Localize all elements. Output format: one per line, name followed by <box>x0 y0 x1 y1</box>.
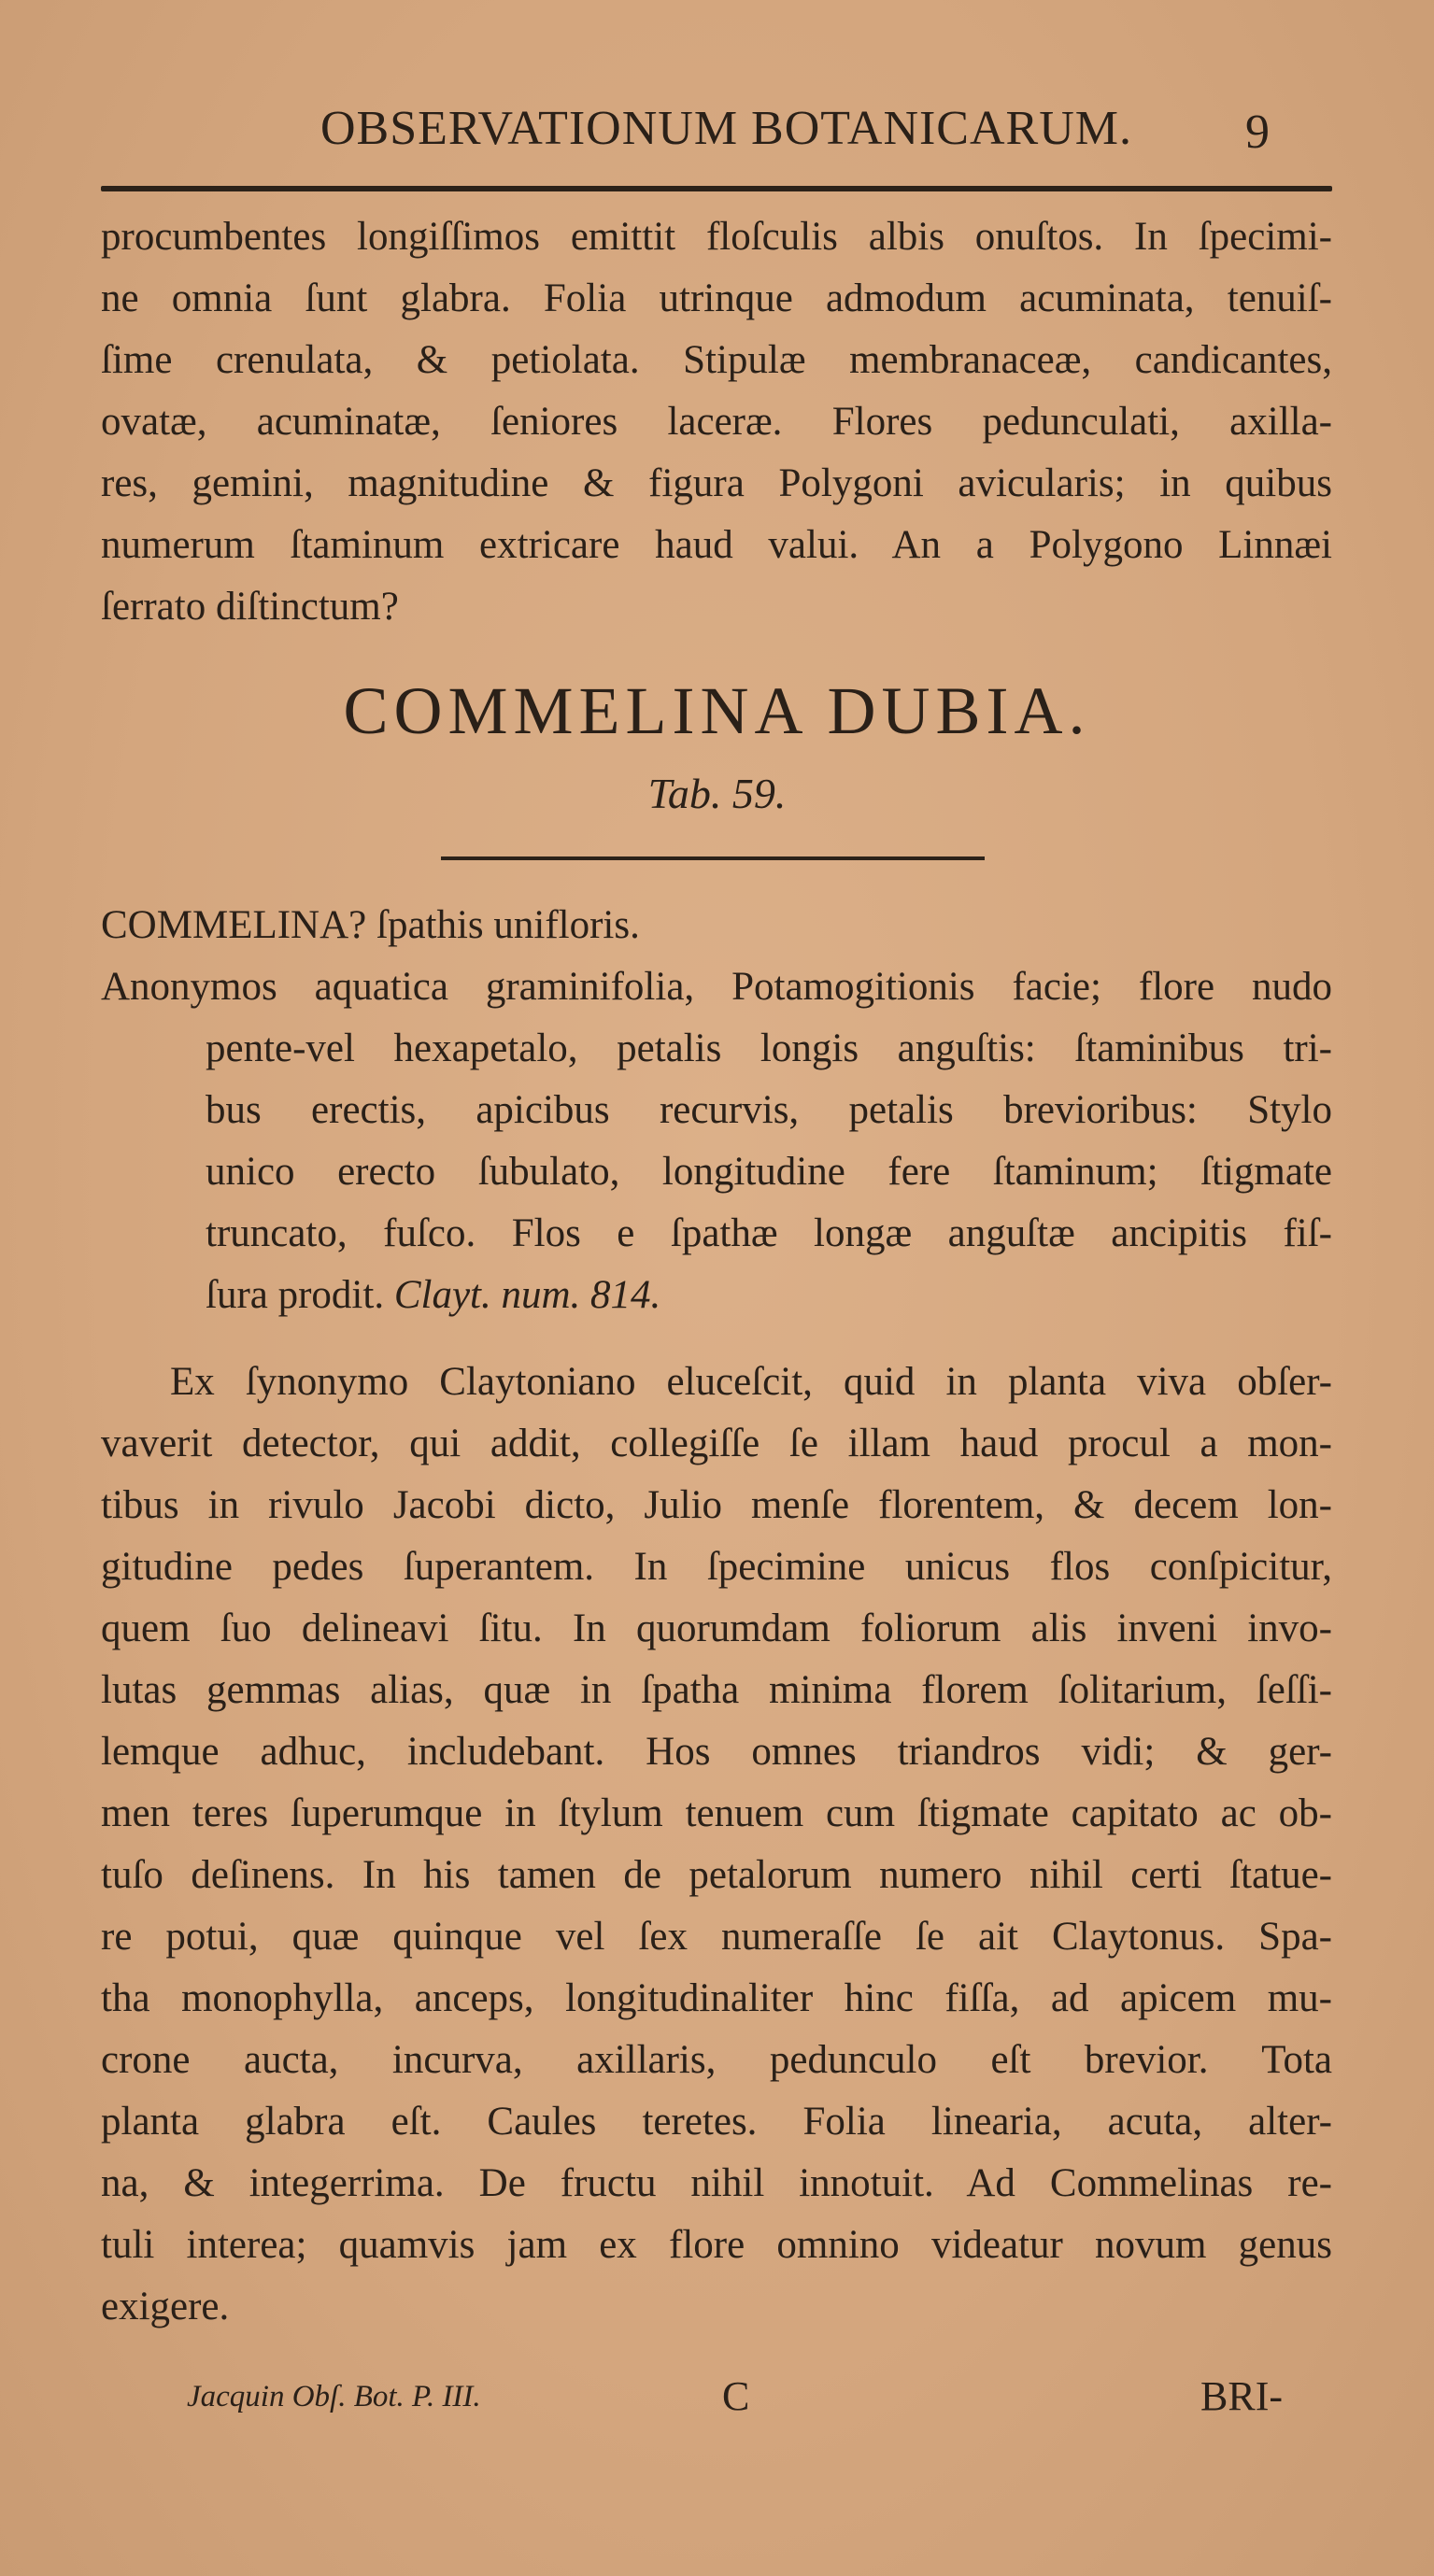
page-footer <box>0 2372 1434 2428</box>
text-line: tibus in rivulo Jacobi dicto, Julio menſe florentem, & decem lon- <box>101 1483 1332 1527</box>
text-line: vaverit detector, qui addit, collegiſſe ſe illam haud procul a mon- <box>101 1422 1332 1465</box>
text-line: gitudine pedes ſuperantem. In ſpecimine unicus flos conſpicitur, <box>101 1545 1332 1589</box>
header-rule <box>101 186 1332 191</box>
text-line: truncato, fuſco. Flos e ſpathæ longæ anguſtæ ancipitis fiſ- <box>206 1211 1332 1255</box>
text-line: res, gemini, magnitudine & figura Polygoni avicularis; in quibus <box>101 461 1332 505</box>
text-line: bus erectis, apicibus recurvis, petalis brevioribus: Stylo <box>206 1088 1332 1132</box>
section-title: COMMELINA DUBIA. <box>343 673 1091 748</box>
line-text: ſura prodit. <box>206 1273 385 1317</box>
text-line <box>101 1265 1332 1326</box>
text-line: tuli interea; quamvis jam ex flore omnino videatur novum genus <box>101 2223 1332 2267</box>
text-line: unico erecto ſubulato, longitudine fere ſtaminum; ſtigmate <box>206 1150 1332 1194</box>
text-line: lemque adhuc, includebant. Hos omnes triandros vidi; & ger- <box>101 1730 1332 1774</box>
text-line: pente-vel hexapetalo, petalis longis anguſtis: ſtaminibus tri- <box>206 1026 1332 1070</box>
text-line: planta glabra eſt. Caules teretes. Folia linearia, acuta, alter- <box>101 2100 1332 2144</box>
text-line: crone aucta, incurva, axillaris, pedunculo eſt brevior. Tota <box>101 2038 1332 2082</box>
signature-mark: C <box>722 2373 750 2419</box>
text-line: tha monophylla, anceps, longitudinaliter hinc fiſſa, ad apicem mu- <box>101 1976 1332 2020</box>
text-line: Anonymos aquatica graminifolia, Potamogitionis facie; flore nudo <box>101 965 1332 1009</box>
text-line: ſerrato diſtinctum? <box>101 585 399 629</box>
text-line: men teres ſuperumque in ſtylum tenuem cum ſtigmate capitato ac ob- <box>101 1791 1332 1835</box>
imprint-note: Jacquin Obſ. Bot. P. III. <box>187 2380 481 2413</box>
text-line: COMMELINA? ſpathis unifloris. <box>101 903 640 947</box>
text-line: quem ſuo delineavi ſitu. In quorumdam foliorum alis inveni invo- <box>101 1606 1332 1650</box>
text-line: tuſo deſinens. In his tamen de petalorum numero nihil certi ſtatue- <box>101 1853 1332 1897</box>
text-line: ovatæ, acuminatæ, ſeniores laceræ. Flores pedunculati, axilla- <box>101 400 1332 444</box>
text-line: na, & integerrima. De fructu nihil innotuit. Ad Commelinas re- <box>101 2161 1332 2205</box>
text-line: exigere. <box>101 2285 230 2328</box>
running-title: OBSERVATIONUM BOTANICARUM. <box>320 102 1133 155</box>
page-header <box>0 90 1434 164</box>
species-description <box>101 895 1332 1326</box>
paragraph-continuation <box>101 206 1332 638</box>
section-rule <box>441 856 985 860</box>
clayton-citation: Clayt. num. 814. <box>393 1273 661 1317</box>
text-line: lutas gemmas alias, quæ in ſpatha minima florem ſolitarium, ſeſſi- <box>101 1668 1332 1712</box>
text-line: Ex ſynonymo Claytoniano eluceſcit, quid in planta viva obſer- <box>170 1360 1332 1404</box>
text-line: re potui, quæ quinque vel ſex numeraſſe ſe ait Claytonus. Spa- <box>101 1915 1332 1959</box>
text-line: procumbentes longiſſimos emittit floſculis albis onuſtos. In ſpecimi- <box>101 215 1332 259</box>
plate-reference: Tab. 59. <box>647 770 787 817</box>
text-line: ne omnia ſunt glabra. Folia utrinque admodum acuminata, tenuiſ- <box>101 276 1332 320</box>
catchword: BRI- <box>1200 2373 1283 2419</box>
text-line: numerum ſtaminum extricare haud valui. An a Polygono Linnæi <box>101 523 1332 567</box>
text-line: ſime crenulata, & petiolata. Stipulæ membranaceæ, candicantes, <box>101 338 1332 382</box>
commentary-paragraph <box>101 1352 1332 2338</box>
page-number: 9 <box>1245 106 1270 159</box>
